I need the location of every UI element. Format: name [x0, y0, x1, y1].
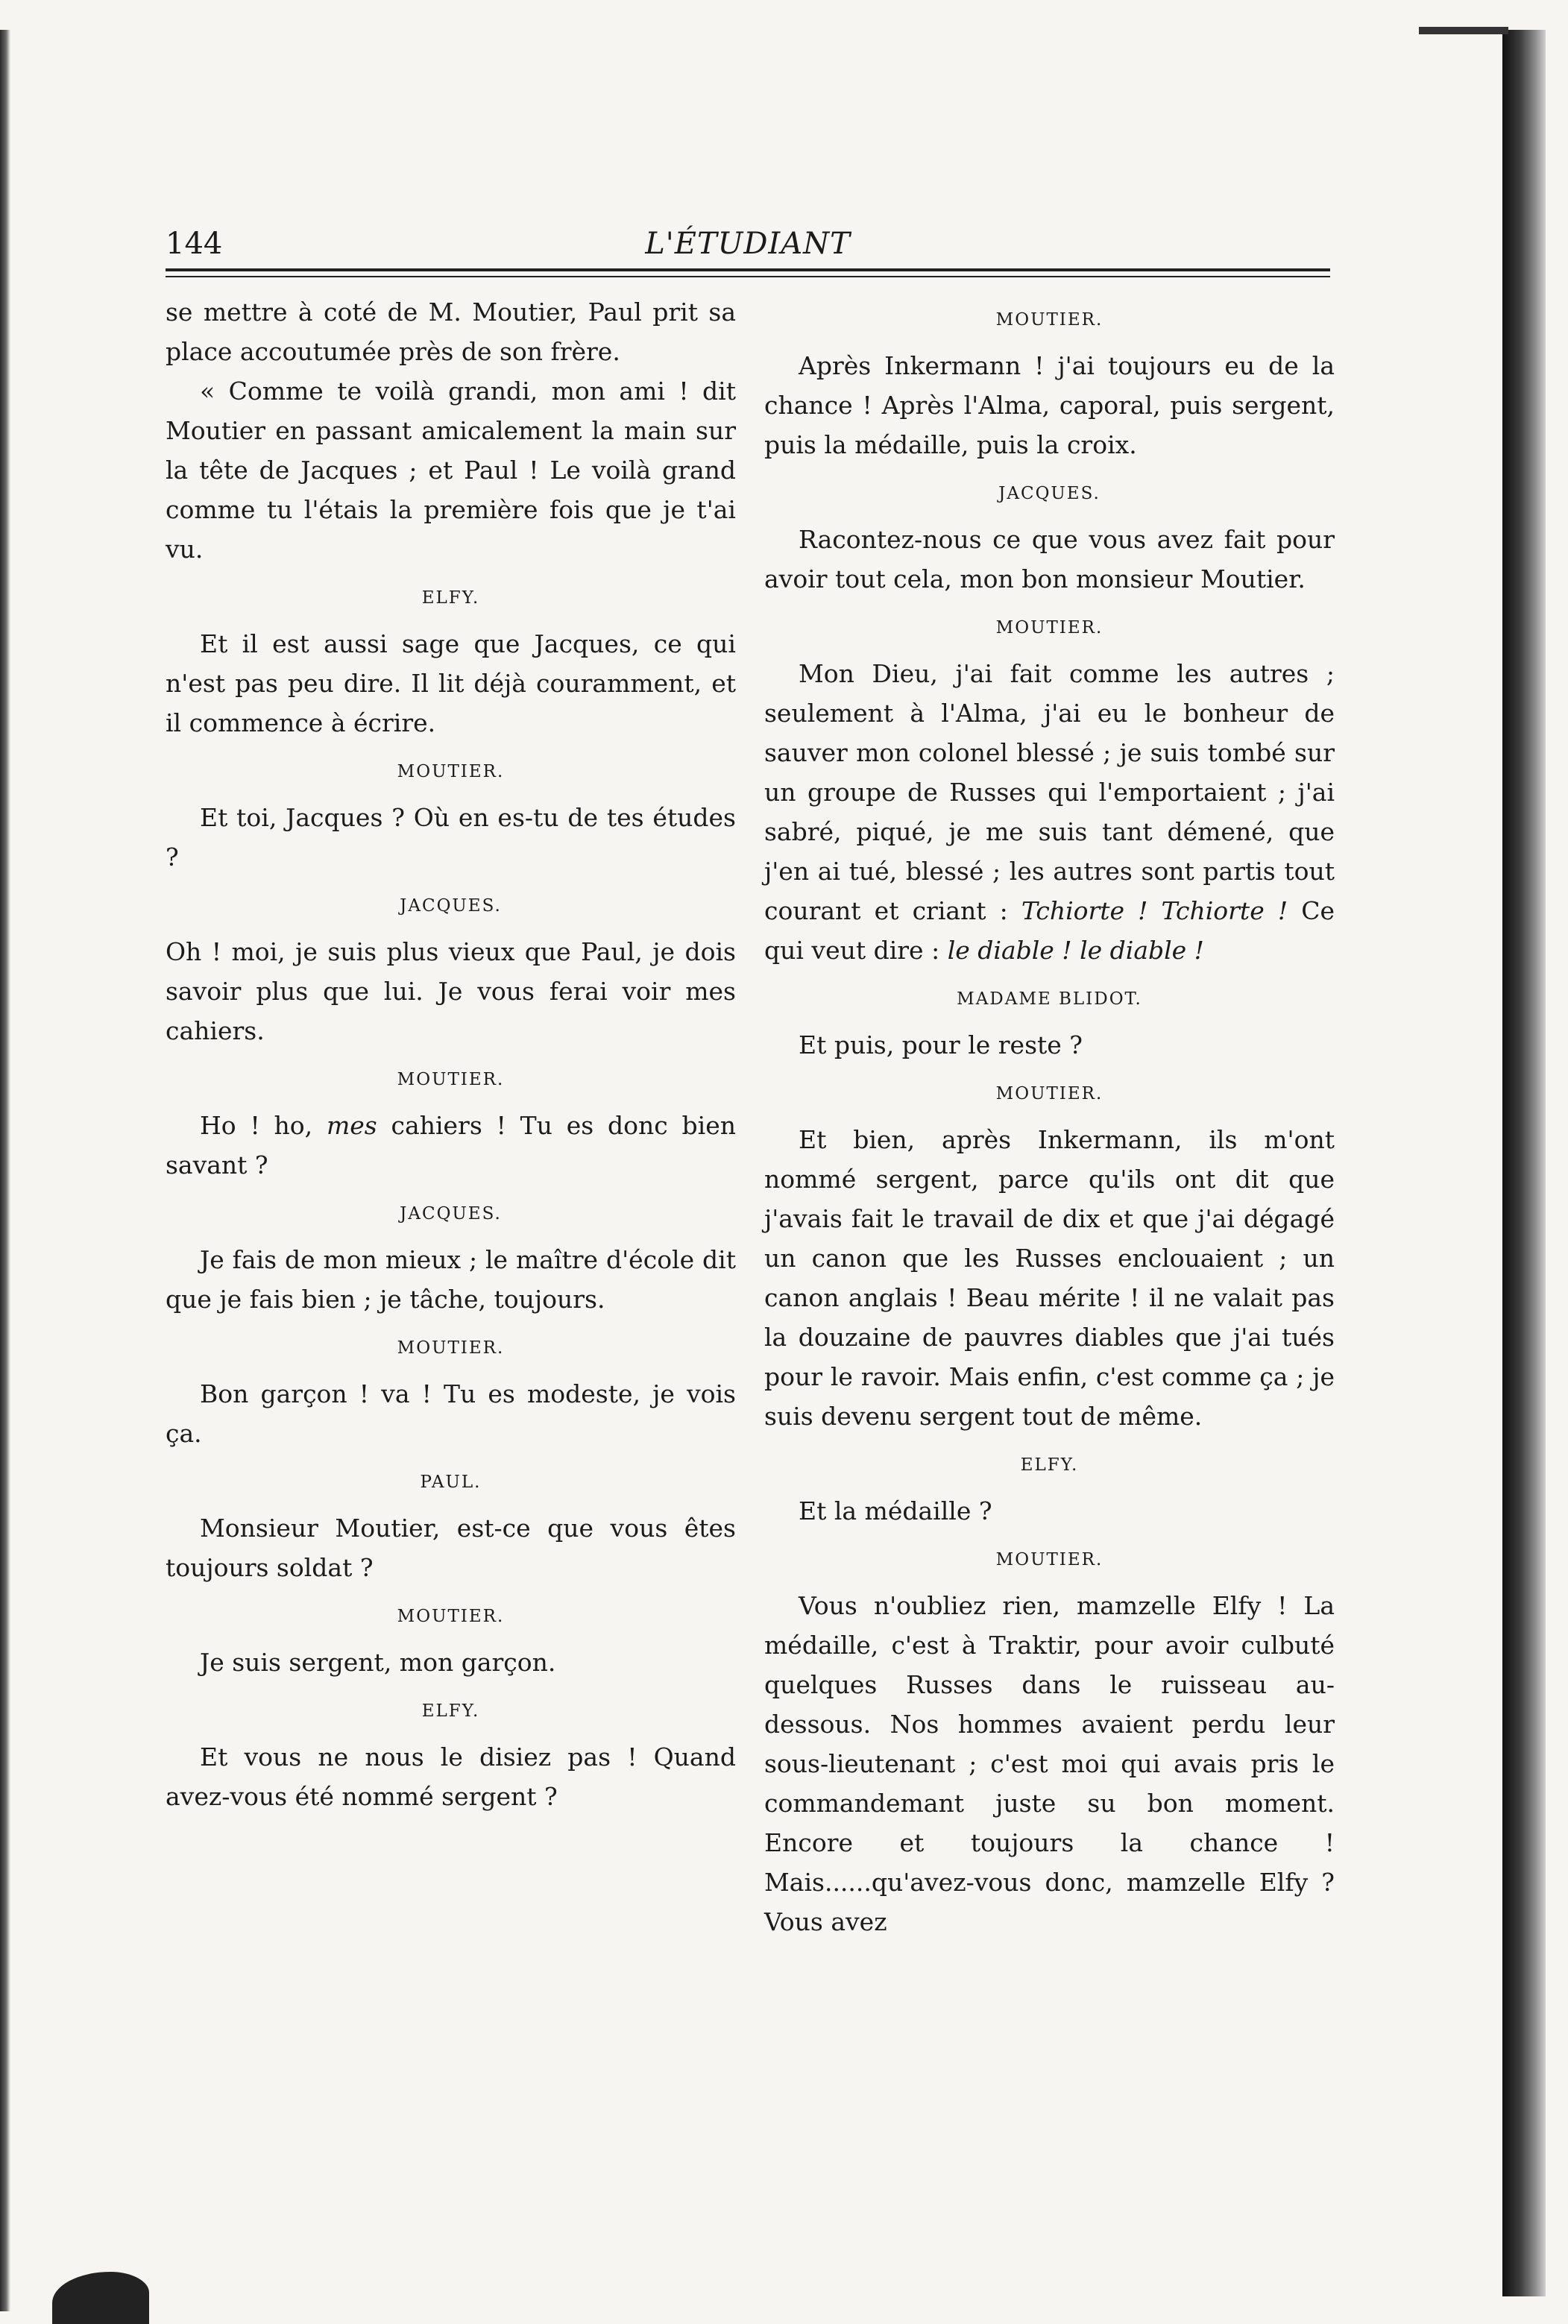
- paragraph: Bon garçon ! va ! Tu es modeste, je vois ça.: [166, 1379, 736, 1448]
- speaker-name: JACQUES.: [998, 484, 1101, 503]
- text-run: Mon Dieu, j'ai fait comme les autres ; seulement à l'Alma, j'ai eu le bonheur de sauver mon colonel blessé ; je suis tombé sur un groupe de Russes qui l'emportaient ; j'ai sabré, piqué, je me suis tant démené, que j'en ai tué, blessé ; les autres sont partis tout courant et criant :: [764, 659, 1335, 925]
- page-number: 144: [166, 227, 223, 261]
- emphasis: Tchiorte ! Tchiorte !: [1021, 896, 1288, 925]
- paragraph: Et vous ne nous le disiez pas ! Quand avez-vous été nommé sergent ?: [166, 1742, 736, 1811]
- paragraph: Et la médaille ?: [799, 1496, 992, 1525]
- speaker-name: MOUTIER.: [995, 310, 1103, 330]
- speaker-name: MOUTIER.: [397, 1070, 505, 1089]
- scan-blot: [52, 2272, 149, 2324]
- speaker-name: MOUTIER.: [397, 762, 505, 781]
- running-title: L'ÉTUDIANT: [645, 227, 851, 261]
- paragraph: Et bien, après Inkermann, ils m'ont nommé sergent, parce qu'ils ont dit que j'avais fait le travail de dix et que j'ai dégagé un canon que les Russes enclouaient ; un canon anglais ! Beau mérite ! il ne valait pas la douzaine de pauvres diables que j'ai tués pour le ravoir. Mais enfin, c'est comme ça ; je suis devenu sergent tout de même.: [764, 1125, 1335, 1431]
- left-column: [166, 292, 736, 1816]
- speaker-name: PAUL.: [420, 1473, 482, 1492]
- text-run: cahiers ! Tu es donc bien savant ?: [166, 1111, 736, 1180]
- paragraph: Vous n'oubliez rien, mamzelle Elfy ! La médaille, c'est à Traktir, pour avoir culbuté quelques Russes dans le ruisseau au-dessous. Nos hommes avaient perdu leur sous-lieutenant ; c'est moi qui avais pris le commandemant juste su bon moment. Encore et toujours la chance ! Mais......qu'avez-vous donc, mamzelle Elfy ? Vous avez: [764, 1591, 1335, 1936]
- emphasis: mes: [326, 1111, 377, 1140]
- speaker-name: MOUTIER.: [995, 1550, 1103, 1569]
- speaker-name: MOUTIER.: [397, 1338, 505, 1358]
- paragraph: [764, 654, 1335, 970]
- right-column: [764, 292, 1335, 1942]
- text-run: Ho ! ho,: [200, 1111, 327, 1140]
- paragraph: Et puis, pour le reste ?: [799, 1030, 1083, 1059]
- speaker-name: MOUTIER.: [995, 618, 1103, 637]
- header-rule-thick: [166, 268, 1330, 271]
- book-spine-shadow: [1502, 30, 1546, 2296]
- speaker-name: ELFY.: [421, 1701, 480, 1721]
- text-run: Ce qui veut dire :: [764, 896, 1335, 965]
- speaker-name: JACQUES.: [400, 896, 502, 916]
- paragraph: se mettre à coté de M. Moutier, Paul prit sa place accoutumée près de son frère.: [166, 297, 736, 366]
- paragraph: Je fais de mon mieux ; le maître d'école dit que je fais bien ; je tâche, toujours.: [166, 1245, 736, 1314]
- paragraph: Après Inkermann ! j'ai toujours eu de la chance ! Après l'Alma, caporal, puis sergent, puis la médaille, puis la croix.: [764, 351, 1335, 459]
- speaker-name: JACQUES.: [400, 1204, 502, 1224]
- header-rule-thin: [166, 276, 1330, 277]
- paragraph: Et il est aussi sage que Jacques, ce qui n'est pas peu dire. Il lit déjà couramment, et il commence à écrire.: [166, 629, 736, 737]
- paragraph: « Comme te voilà grandi, mon ami ! dit Moutier en passant amicalement la main sur la tête de Jacques ; et Paul ! Le voilà grand comme tu l'étais la première fois que je t'ai vu.: [166, 377, 736, 564]
- speaker-name: MOUTIER.: [397, 1607, 505, 1626]
- speaker-name: ELFY.: [1020, 1455, 1079, 1475]
- paragraph: Oh ! moi, je suis plus vieux que Paul, je dois savoir plus que lui. Je vous ferai voir mes cahiers.: [166, 937, 736, 1045]
- speaker-name: MADAME BLIDOT.: [957, 989, 1142, 1009]
- paragraph: Je suis sergent, mon garçon.: [200, 1648, 556, 1677]
- page-header: [166, 218, 1330, 270]
- paragraph: Racontez-nous ce que vous avez fait pour avoir tout cela, mon bon monsieur Moutier.: [764, 525, 1335, 593]
- paragraph: Monsieur Moutier, est-ce que vous êtes toujours soldat ?: [166, 1514, 736, 1582]
- speaker-name: ELFY.: [421, 588, 480, 608]
- paragraph: [166, 1106, 736, 1185]
- speaker-name: MOUTIER.: [995, 1084, 1103, 1103]
- emphasis: le diable ! le diable !: [947, 936, 1204, 965]
- page-corner-mark: [1419, 27, 1508, 34]
- paragraph: Et toi, Jacques ? Où en es-tu de tes études ?: [166, 803, 736, 872]
- page-edge-shadow: [0, 30, 10, 2311]
